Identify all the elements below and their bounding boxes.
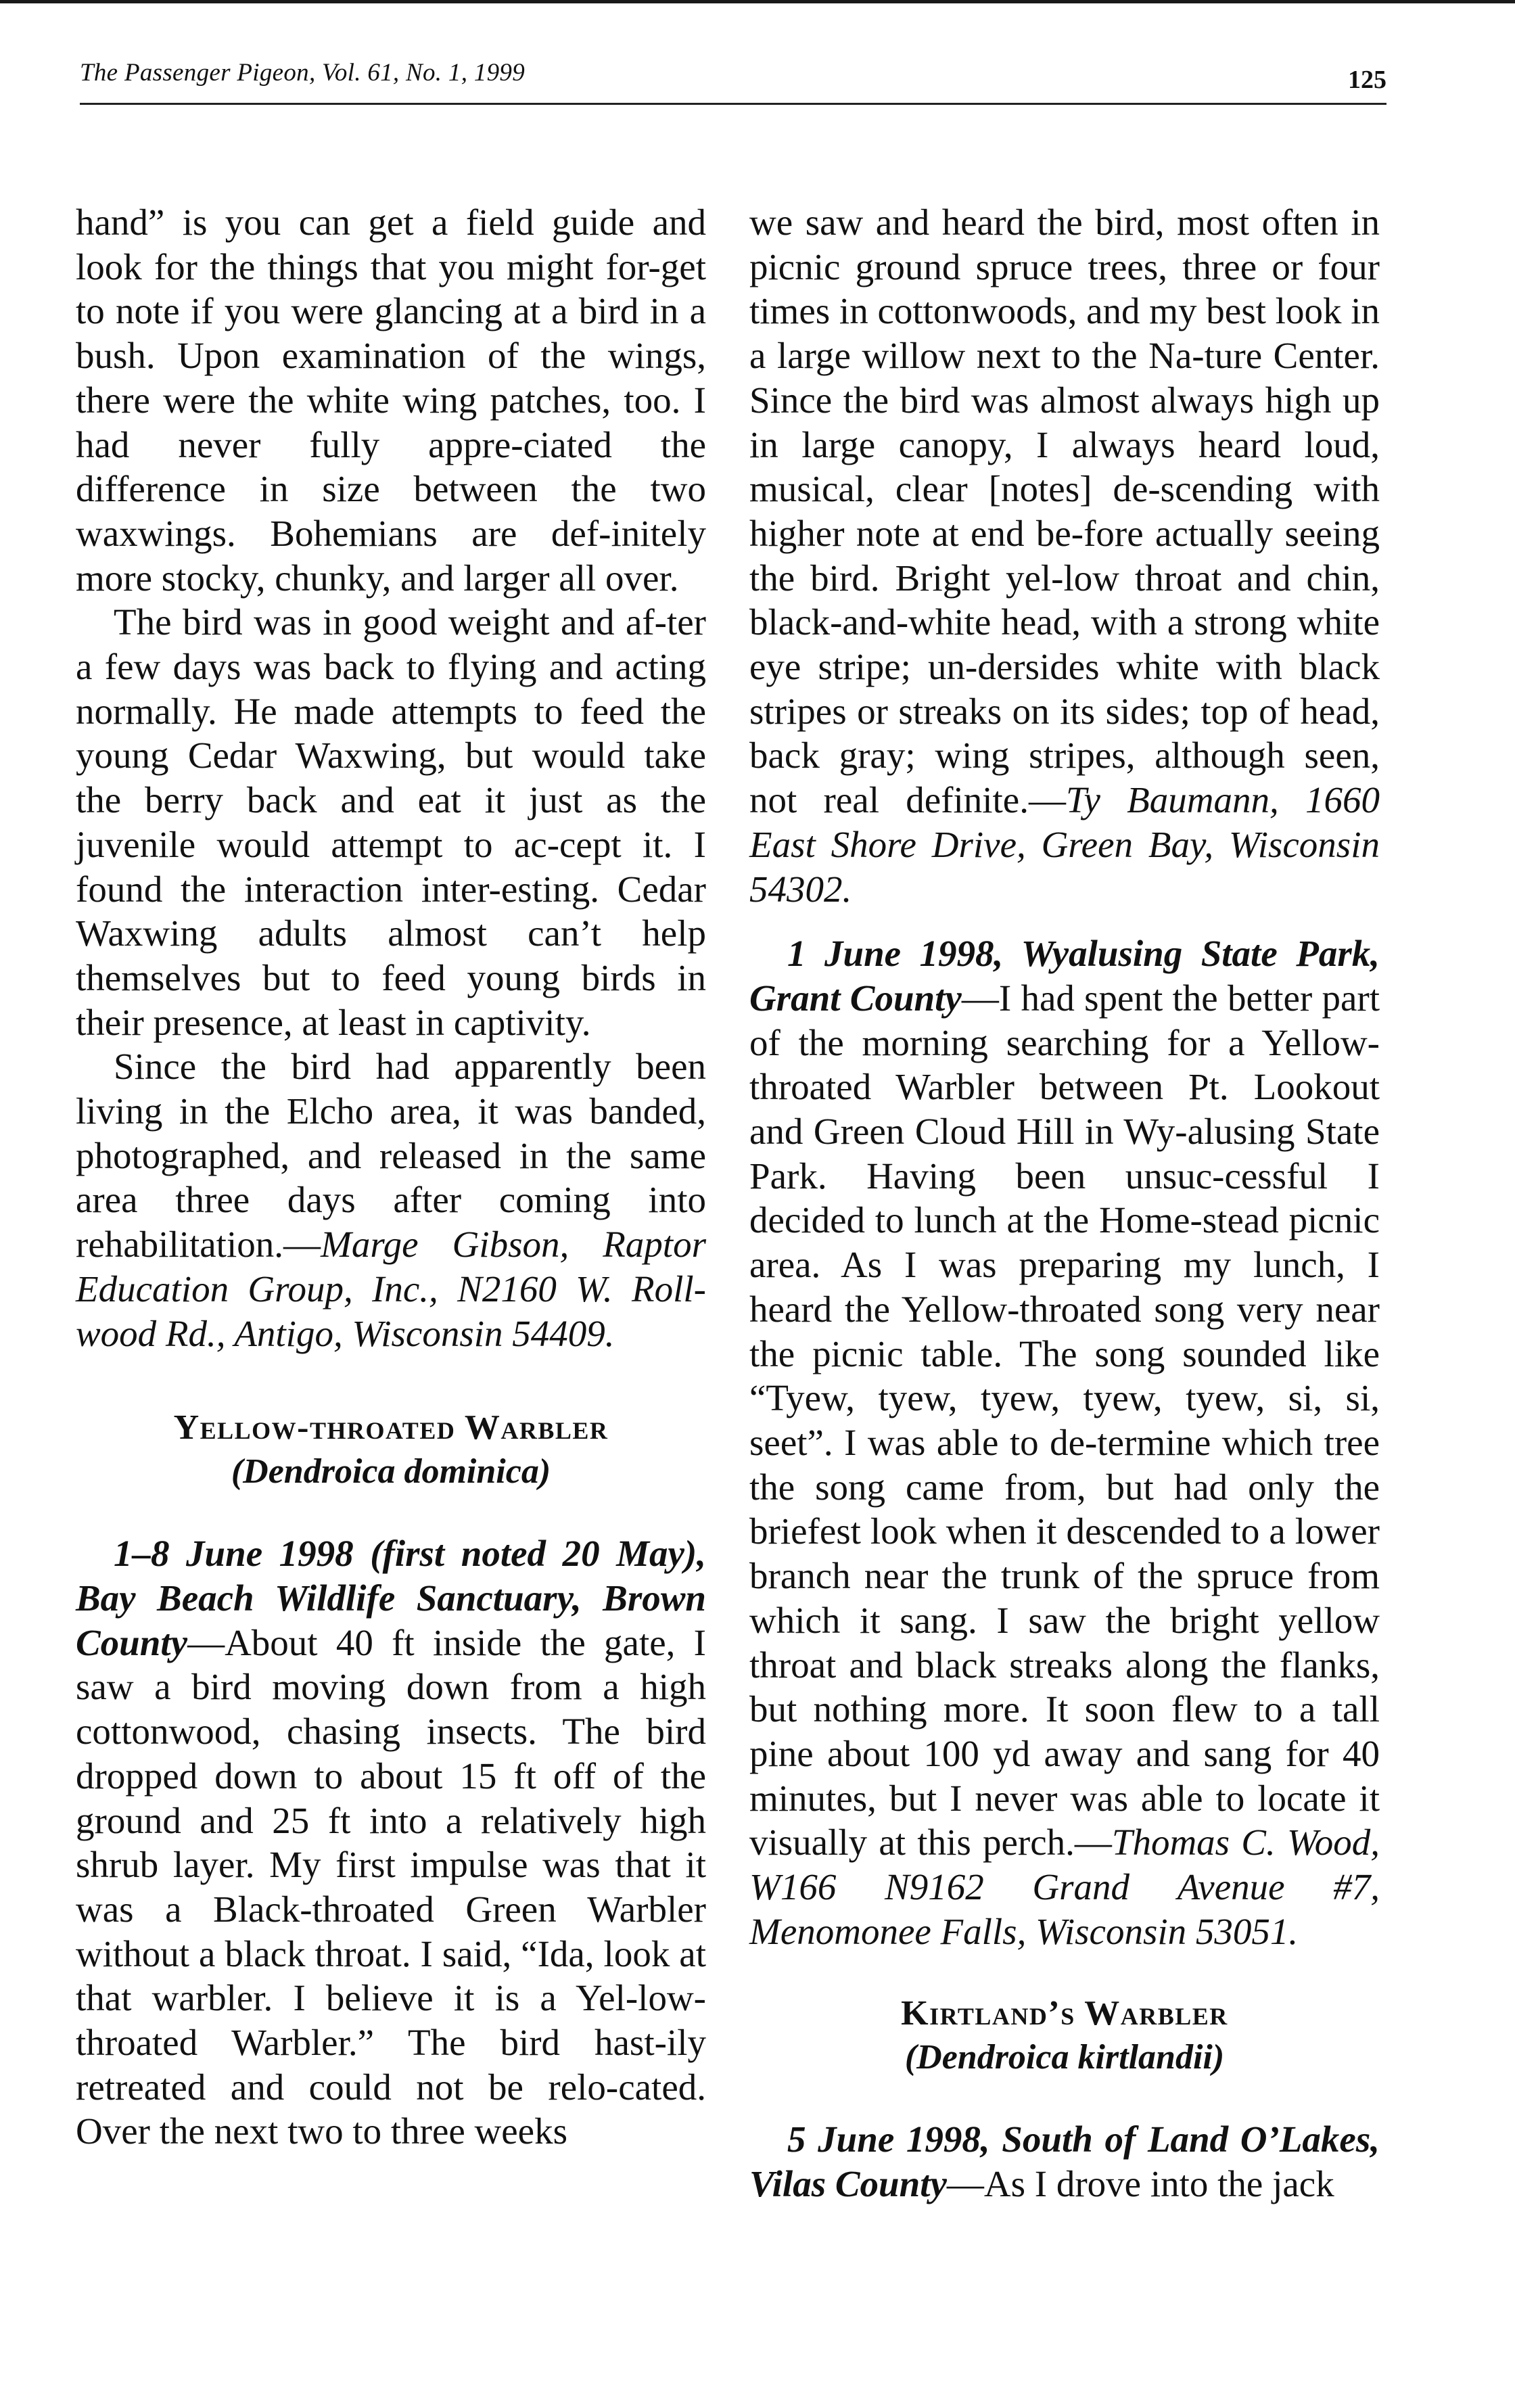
paragraph-wyalusing-report bbox=[749, 931, 1380, 1953]
left-column bbox=[76, 200, 706, 2154]
date-location: 5 June 1998, South of Land O’Lakes, Vilas County bbox=[749, 2118, 1380, 2205]
section-heading-yellow-throated bbox=[76, 1406, 706, 1494]
species-common-name: Yellow-throated Warbler bbox=[173, 1408, 609, 1448]
paragraph-waxwing-recovery: The bird was in good weight and af-ter a few days was back to flying and acting normally. He made attempts to feed the young Cedar Waxwing, but would take the berry back and eat it just as the juvenile would attempt to ac-cept it. I found the interaction inter-esting. Cedar Waxwing adults almost can’t help themselves but to feed young birds in their presence, at least in captivity. bbox=[76, 601, 706, 1043]
author-signature: Ty Baumann, 1660 East Shore Drive, Green Bay, Wisconsin 54302. bbox=[749, 779, 1380, 910]
right-column bbox=[749, 200, 1380, 2206]
paragraph-waxwing-fieldguide: hand” is you can get a field guide and look for the things that you might for-get to note if you were glancing at a bird in a bush. Upon examination of the wings, there were the white wing patches, too. I had never fully appre-ciated the difference in size between the two waxwings. Bohemians are def-initely more stocky, chunky, and larger all over. bbox=[76, 202, 706, 599]
species-common-name: Kirtland’s Warbler bbox=[901, 1994, 1228, 2033]
paragraph-bay-beach-report bbox=[76, 1531, 706, 2154]
species-scientific-name: (Dendroica kirtlandii) bbox=[904, 2038, 1225, 2077]
paragraph-text: —As I drove into the jack bbox=[946, 2163, 1334, 2205]
journal-title: The Passenger Pigeon, Vol. 61, No. 1, 1999 bbox=[80, 59, 526, 87]
author-signature: Marge Gibson, Raptor Education Group, Inc., N2160 W. Roll-wood Rd., Antigo, Wisconsin 54409. bbox=[76, 1224, 706, 1354]
author-signature: Thomas C. Wood, W166 N9162 Grand Avenue #7, Menomonee Falls, Wisconsin 53051. bbox=[749, 1822, 1380, 1952]
paragraph-text: —About 40 ft inside the gate, I saw a bird moving down from a high cottonwood, chasing insects. The bird dropped down to about 15 ft off of the ground and 25 ft into a relatively high shrub layer. My first impulse was that it was a Black-throated Green Warbler without a black throat. I said, “Ida, look at that warbler. I believe it is a Yel-low-throated Warbler.” The bird hast-ily retreated and could not be relo-cated. Over the next two to three weeks bbox=[76, 1621, 706, 2152]
paragraph-text: —I had spent the better part of the morning searching for a Yellow-throated Warbler between Pt. Lookout and Green Cloud Hill in Wy-alusing State Park. Having been unsuc-cessful I decided to lunch at the Home-stead picnic area. As I was preparing my lunch, I heard the Yellow-throated song very near the picnic table. The song sounded like “Tyew, tyew, tyew, tyew, tyew, si, si, seet”. I was able to de-termine which tree the song came from, but had only the briefest look when it descended to a lower branch near the trunk of the spruce from which it sang. I saw the bright yellow throat and black streaks along the flanks, but nothing more. It soon flew to a tall pine about 100 yd away and sang for 40 minutes, but I never was able to locate it visually at this perch.— bbox=[749, 977, 1380, 1863]
date-location: 1 June 1998, Wyalusing State Park, Grant County bbox=[749, 933, 1380, 1019]
running-head bbox=[80, 55, 1386, 105]
paragraph-text: we saw and heard the bird, most often in picnic ground spruce trees, three or four times in cottonwoods, and my best look in a large willow next to the Na-ture Center. Since the bird was almost always high up in large canopy, I always heard loud, musical, clear [notes] de-scending with higher note at end be-fore actually seeing the bird. Bright yel-low throat and chin, black-and-white head, with a strong white eye stripe; un-dersides white with black stripes or streaks on its sides; top of head, back gray; wing stripes, although seen, not real definite.— bbox=[749, 202, 1380, 821]
paragraph-bay-beach-continued bbox=[749, 200, 1380, 911]
section-heading-kirtlands bbox=[749, 1991, 1380, 2079]
paragraph-land-olakes-report bbox=[749, 2117, 1380, 2206]
page-number: 125 bbox=[1348, 66, 1386, 94]
paragraph-waxwing-release bbox=[76, 1044, 706, 1356]
top-rule bbox=[0, 0, 1515, 3]
date-location: 1–8 June 1998 (first noted 20 May), Bay Beach Wildlife Sanctuary, Brown County bbox=[76, 1533, 706, 1663]
paragraph-text: Since the bird had apparently been living in the Elcho area, it was banded, photographed, and released in the same area three days after coming into rehabilitation.— bbox=[76, 1046, 706, 1266]
species-scientific-name: (Dendroica dominica) bbox=[231, 1452, 551, 1491]
